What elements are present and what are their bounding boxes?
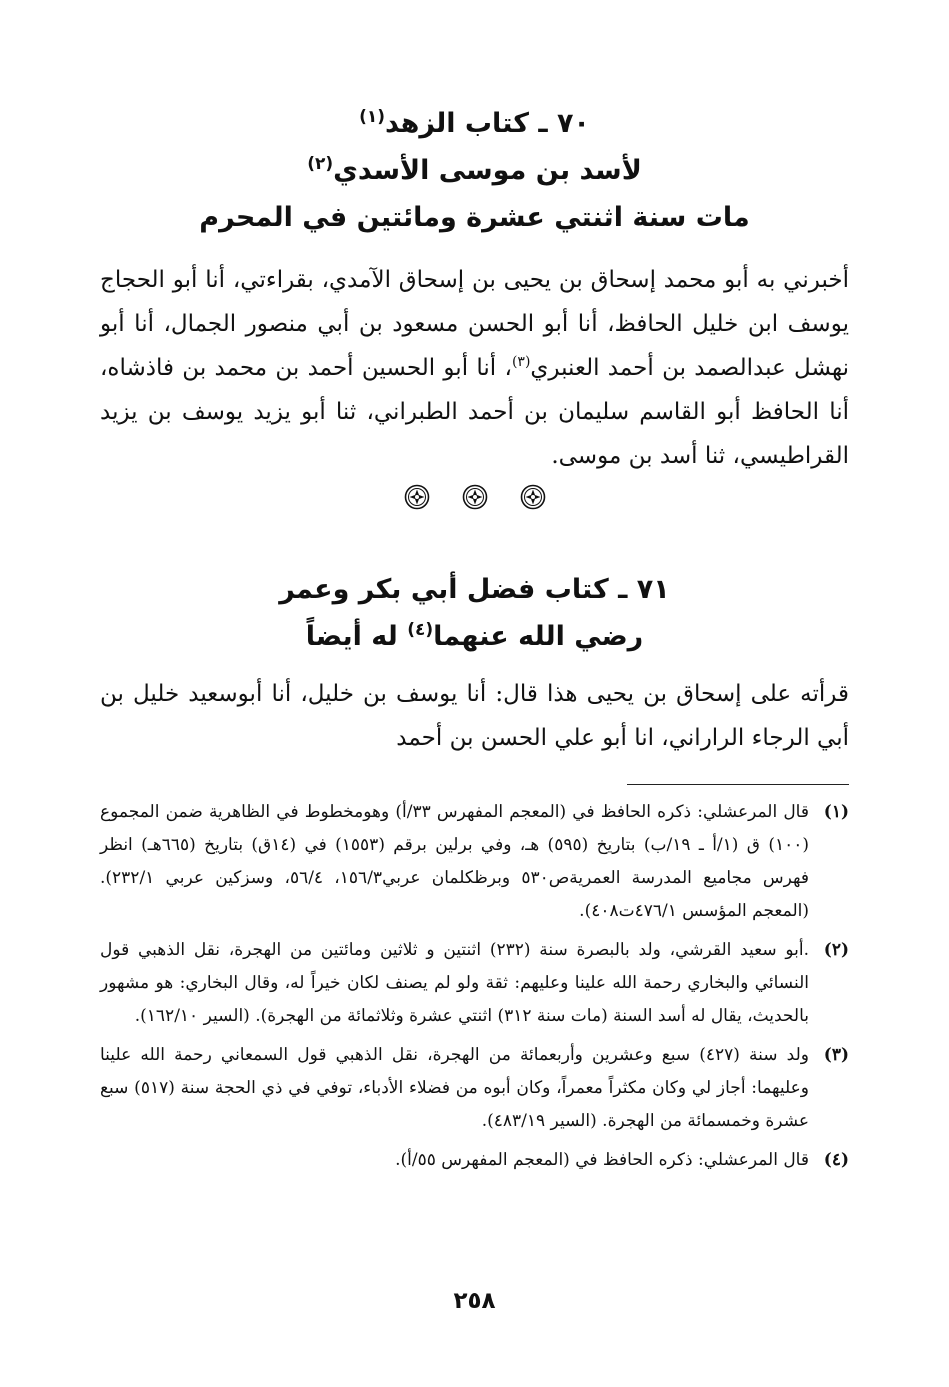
footnote-3 [100,1039,849,1138]
document-page [100,0,849,1387]
section-70-heading [100,100,849,241]
floral-knot-ornament-icon [404,484,430,510]
section-71-title: ٧١ ـ كتاب فضل أبي بكر وعمر [279,574,670,605]
section-70-title [100,100,849,147]
isnad-paragraph-2: قرأته على إسحاق بن يحيى هذا قال: أنا يوسف بن خليل، أنا أبوسعيد خليل بن أبي الرجاء الراراني، انا أبو علي الحسن بن أحمد [100,681,849,751]
footnote-1 [100,796,849,928]
footnote-ref-4[interactable]: (٤) [407,620,434,640]
footnotes-section [100,796,849,1183]
section-70-author [100,147,849,194]
footnote-ref-1[interactable]: (١) [359,107,386,127]
footnote-text: قال المرعشلي: ذكره الحافظ في (المعجم المفهرس ٣٣/أ) وهومخطوط في الظاهرية ضمن المجموع (١٠٠) ق (١/أ ـ ١٩/ب) بتاريخ (٥٩٥) هـ، وفي برلين برقم (١٥٥٣) في (١٤ق) بتاريخ (٦٦٥هـ) انظر فهرس مجاميع المدرسة العمريةص٥٣٠ وبرظكلمان عربي١٥٦/٣، ٥٦/٤، وسزكين عربي ٢٣٢/١). (المعجم المؤسس ٤٧٦/١ت٤٠٨). [100,802,810,921]
footnote-text: .أبو سعيد القرشي، ولد بالبصرة سنة (٢٣٢) اثنتين و ثلاثين ومائتين من الهجرة، نقل الذهبي قول النسائي والبخاري رحمة الله علينا وعليهم: ثقة ولو لم يصنف لكان خيراً له، وقال البخاري: هو مشهور بالحديث، يقال له أسد السنة (مات سنة ٣١٢) اثنتي عشرة وثلاثمائة من الهجرة). (السير ١٦٢/١٠). [100,940,809,1026]
floral-knot-ornament-icon [520,484,546,510]
section-70-death-date: مات سنة اثنتي عشرة ومائتين في المحرم [199,202,750,233]
footnote-2 [100,934,849,1033]
footnote-text: قال المرعشلي: ذكره الحافظ في (المعجم المفهرس ٥٥/أ). [395,1150,809,1170]
section-divider-ornaments [100,484,849,510]
footnote-number: (٣) [823,1045,849,1065]
footnote-number: (١) [823,802,849,822]
footnote-ref-2[interactable]: (٢) [307,154,334,174]
section-70-author-text: لأسد بن موسى الأسدي [333,155,642,186]
isnad-paragraph-1-part-a: أخبرني به أبو محمد إسحاق بن يحيى بن إسحاق الآمدي، بقراءتي، أنا أبو الحجاج يوسف ابن خليل الحافظ، أنا أبو الحسن مسعود بن أبي منصور الجمال، أنا أبو نهشل عبدالصمد بن أحمد العنبري [100,267,849,381]
section-71-subtitle-tail: له أيضاً [305,621,408,652]
section-71-subtitle [100,613,849,660]
footnote-4 [100,1144,849,1177]
isnad-paragraph-1 [100,258,849,478]
section-70-title-text: ٧٠ ـ كتاب الزهد [385,108,590,139]
section-71-heading [100,566,849,660]
footnote-separator-line [627,784,849,785]
footnote-text: ولد سنة (٤٢٧) سبع وعشرين وأربعمائة من الهجرة، نقل الذهبي قول السمعاني رحمة الله علينا وعليهما: أجاز لي وكان مكثراً معمراً، وكان أبوه من فضلاء الأدباء، توفي في ذي الحجة سنة (٥١٧) سبع عشرة وخمسمائة من الهجرة. (السير ٤٨٣/١٩). [100,1045,809,1131]
footnote-number: (٤) [823,1150,849,1170]
isnad-paragraph-1-part-b: ، أنا أبو الحسين أحمد بن محمد بن فاذشاه، أنا الحافظ أبو القاسم سليمان بن أحمد الطبراني، ثنا أبو يزيد يوسف بن يزيد القراطيسي، ثنا أسد بن موسى. [100,355,849,469]
section-71-subtitle-text: رضي الله عنهما [433,621,644,652]
page-number: ٢٥٨ [453,1288,496,1314]
floral-knot-ornament-icon [462,484,488,510]
footnote-ref-3[interactable]: (٣) [511,354,531,370]
footnote-number: (٢) [823,940,849,960]
